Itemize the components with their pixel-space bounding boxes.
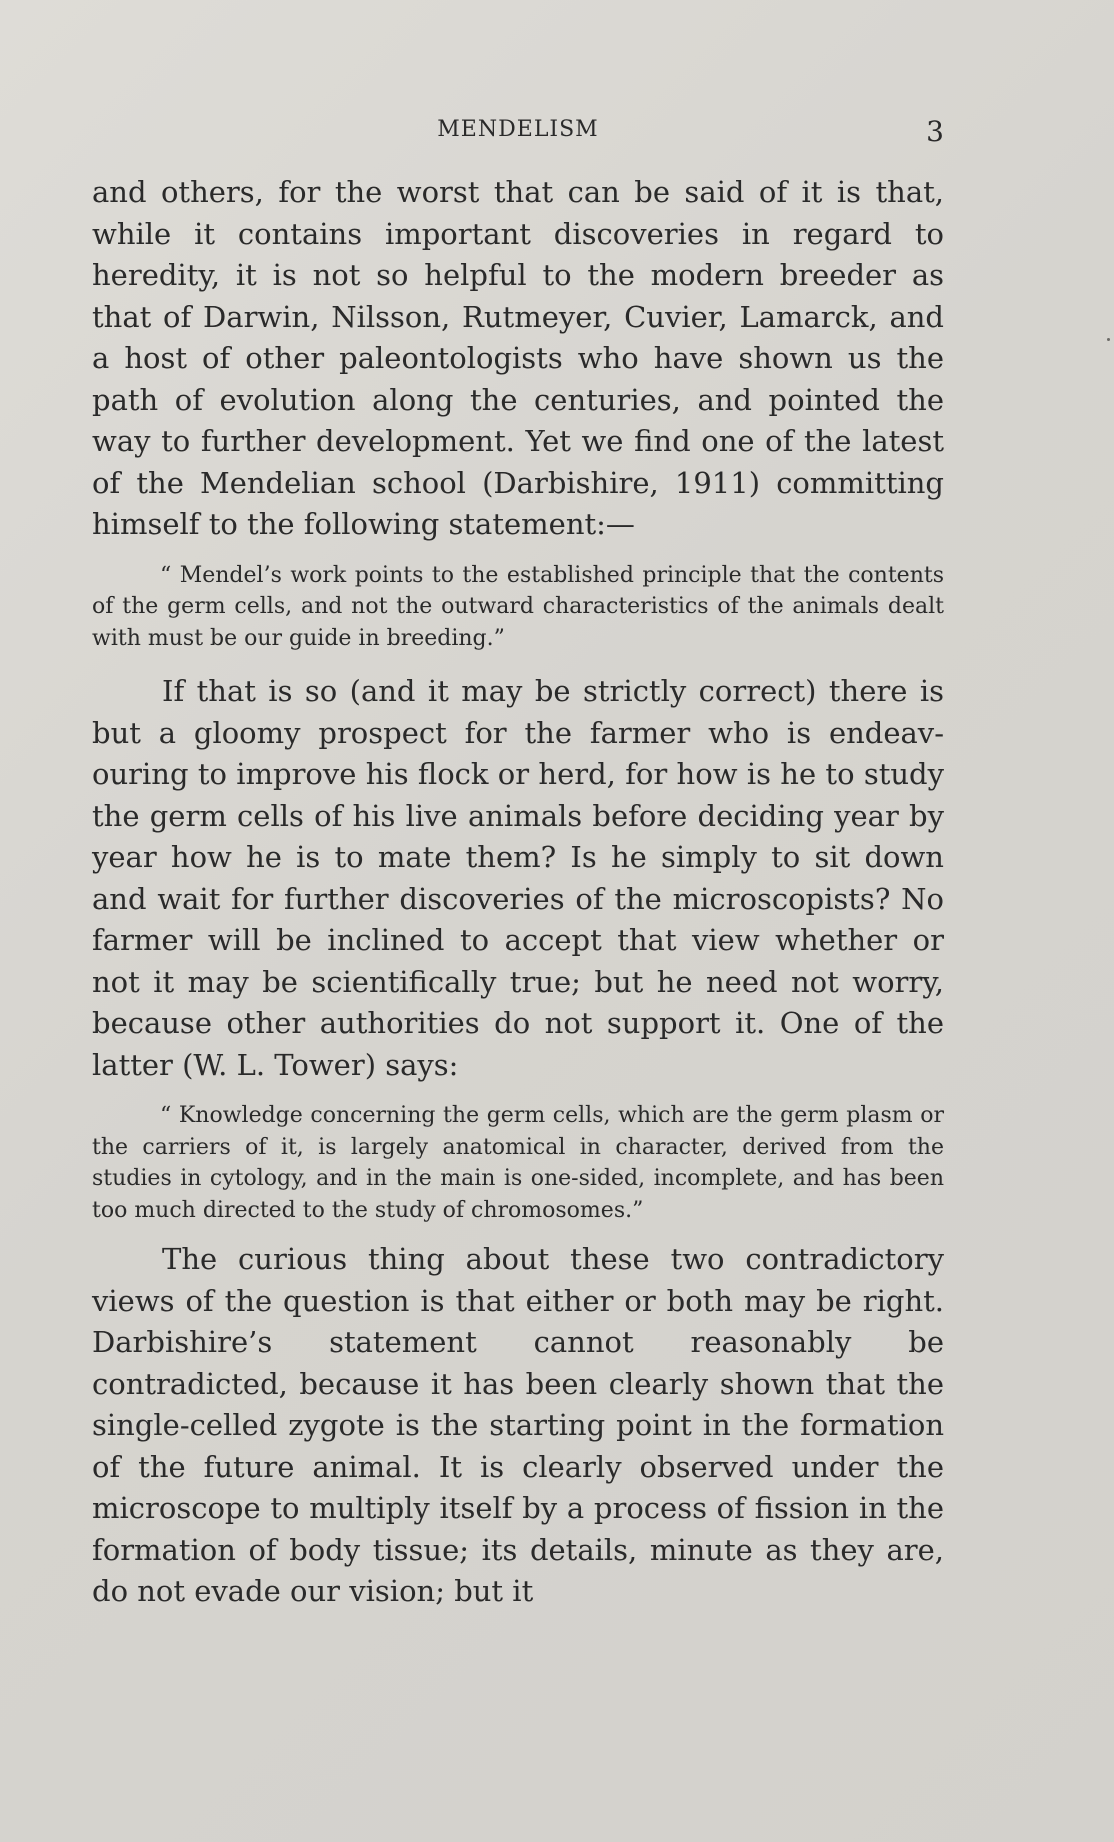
- page-number: 3: [926, 115, 944, 148]
- block-quote-tower: “ Knowledge concerning the germ cells, which are the germ plasm or the carriers of it, is largely anatomical in character, derived from the studies in cytology, and in the main is one-sided, incomplete, and has been too much directed to the study of chromosomes.”: [92, 1103, 944, 1223]
- block-quote-darbishire: “ Mendel’s work points to the established principle that the contents of the germ cells, and not the outward characteristics of the animals dealt with must be our guide in breeding.”: [92, 562, 944, 651]
- body-text: [92, 172, 944, 1613]
- paragraph-contradictory-views: The curious thing about these two contradictory views of the question is that either or both may be right. Darbishire’s statement cannot reasonably be contradicted, because it has been clearly shown that the single-celled zygote is the starting point in the formation of the future animal. It is clearly observed under the microscope to multiply itself by a process of fission in the formation of body tissue; its details, minute as they are, do not evade our vision; but it: [92, 1242, 944, 1608]
- book-page: [92, 0, 944, 1842]
- paragraph-gloomy-prospect: If that is so (and it may be strictly correct) there is but a gloomy prospect for the farmer who is endeavouring to improve his flock or herd, for how is he to study the germ cells of his live animals before deciding year by year how he is to mate them? Is he simply to sit down and wait for further discoveries of the microscopists? No farmer will be inclined to accept that view whether or not it may be scientifically true; but he need not worry, because other authorities do not support it. One of the latter (W. L. Tower) says:: [92, 674, 944, 1082]
- running-title: MENDELISM: [437, 117, 599, 142]
- paragraph-continued: and others, for the worst that can be said of it is that, while it contains important discoveries in regard to heredity, it is not so helpful to the modern breeder as that of Darwin, Nilsson, Rutmeyer, Cuvier, Lamarck, and a host of other paleontologists who have shown us the path of evolution along the centuries, and pointed the way to further development. Yet we find one of the latest of the Mendelian school (Darbishire, 1911) committing himself to the following statement:—: [92, 175, 944, 541]
- paper-speck: [1107, 338, 1110, 341]
- running-head: [92, 117, 944, 147]
